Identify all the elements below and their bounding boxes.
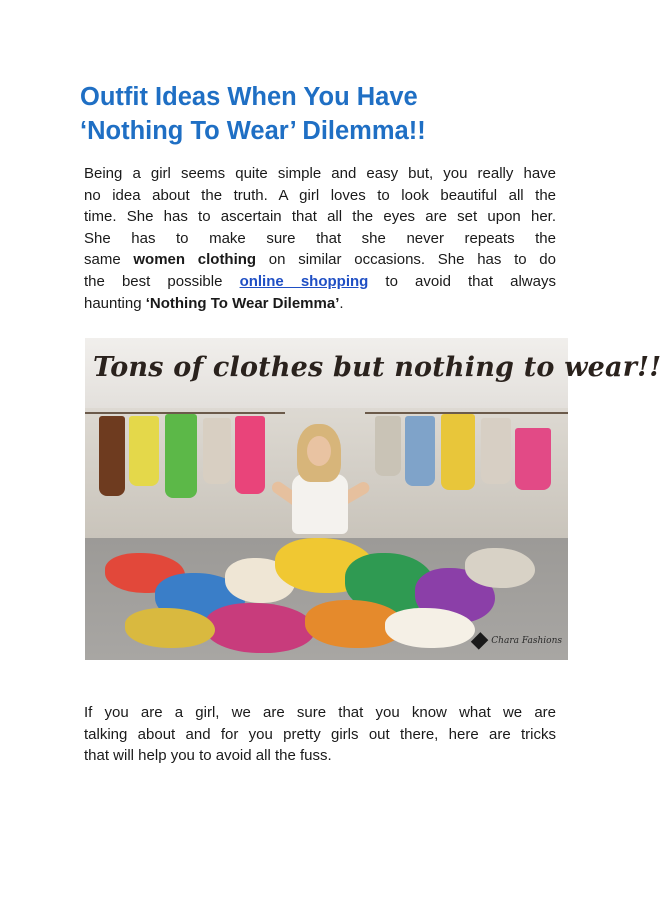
garment <box>515 428 551 490</box>
title-line-2: ‘Nothing To Wear’ Dilemma!! <box>80 117 426 145</box>
intro-line-7 <box>84 293 556 315</box>
garment <box>405 416 435 486</box>
garment <box>375 416 401 476</box>
bold-women-clothing: women clothing <box>133 251 257 269</box>
garment <box>235 416 265 494</box>
page-title <box>80 80 560 148</box>
intro-line-3: time. She has to ascertain that all the eyes are set upon her. <box>84 208 556 226</box>
bold-dilemma-phrase: ‘Nothing To Wear Dilemma’ <box>145 294 340 312</box>
hero-image <box>85 338 661 660</box>
title-line-1: Outfit Ideas When You Have <box>80 83 418 111</box>
closing-line-3: that will help you to avoid all the fuss. <box>84 747 332 765</box>
diamond-logo-icon <box>471 632 489 650</box>
garment <box>203 418 231 484</box>
intro-line-5-pre: same <box>84 251 134 269</box>
figure-top <box>292 474 348 534</box>
clothes-pile <box>125 608 215 648</box>
figure-face <box>307 436 331 466</box>
intro-line-4: She has to make sure that she never repeats the <box>84 229 556 247</box>
garment <box>441 414 475 490</box>
closing-line-2: talking about and for you pretty girls out there, here are tricks <box>84 725 556 743</box>
closing-line-1: If you are a girl, we are sure that you know what we are <box>84 704 556 721</box>
intro-line-7-pre: haunting <box>84 294 146 312</box>
garment <box>129 416 159 486</box>
image-watermark <box>472 630 562 652</box>
intro-line-1: Being a girl seems quite simple and easy but, you really have <box>84 165 556 182</box>
intro-line-6 <box>84 271 556 293</box>
clothes-pile <box>385 608 475 648</box>
closing-paragraph <box>84 702 556 767</box>
garment <box>99 416 125 496</box>
image-banner <box>85 338 661 408</box>
image-caption: Tons of clothes but nothing to wear!! <box>93 352 661 383</box>
garment <box>481 418 511 484</box>
online-shopping-link[interactable]: online shopping <box>239 272 369 290</box>
watermark-text: Chara Fashions <box>491 636 562 646</box>
intro-line-5-post: on similar occasions. She has to do <box>256 251 556 269</box>
intro-line-6-post: to avoid that always <box>368 272 556 290</box>
intro-line-5 <box>84 249 556 271</box>
clothes-pile <box>465 548 535 588</box>
intro-line-6-pre: the best possible <box>84 272 240 290</box>
intro-paragraph <box>84 163 556 314</box>
intro-line-2: no idea about the truth. A girl loves to look beautiful all the <box>84 186 556 204</box>
garment <box>165 414 197 498</box>
intro-line-7-post: . <box>339 294 344 312</box>
